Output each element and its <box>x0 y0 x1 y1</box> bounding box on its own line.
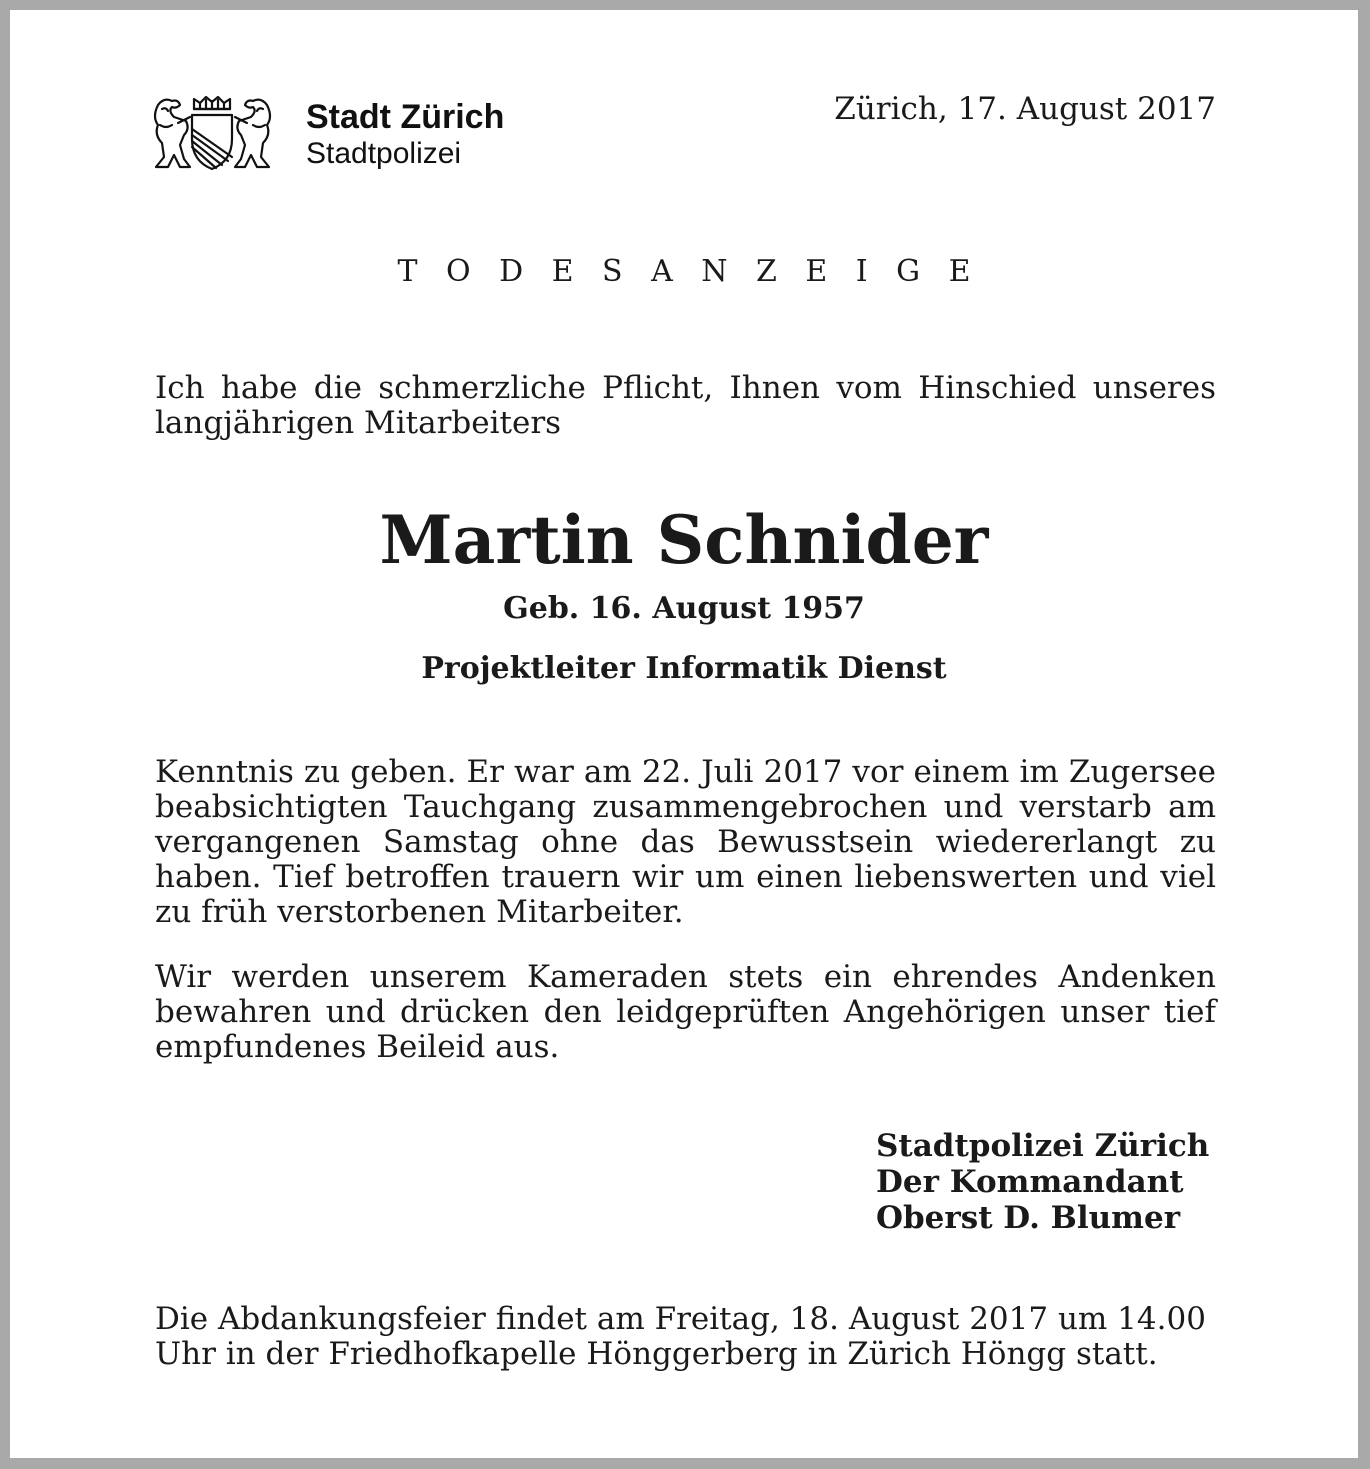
signature-line: Oberst D. Blumer <box>876 1200 1181 1236</box>
date-line: Zürich, 17. August 2017 <box>834 91 1216 127</box>
job-title: Projektleiter Informatik Dienst <box>421 651 947 686</box>
organization-block <box>306 98 504 172</box>
condolence-paragraph: Wir werden unserem Kameraden stets ein ehrendes Andenken bewahren und drücken den leidgeprüften Angehörigen unser tief empfundenes Beileid aus. <box>155 959 1216 1065</box>
document-page <box>10 10 1358 1458</box>
signature-line: Der Kommandant <box>876 1164 1184 1200</box>
signature-line: Stadtpolizei Zürich <box>876 1128 1210 1164</box>
intro-paragraph: Ich habe die schmerzliche Pflicht, Ihnen vom Hinschied unseres langjährigen Mitarbeiters <box>155 370 1216 441</box>
ceremony-paragraph: Die Abdankungsfeier findet am Freitag, 18. August 2017 um 14.00 Uhr in der Friedhofkapelle Hönggerberg in Zürich Höngg statt. <box>155 1301 1206 1372</box>
signature-block <box>876 1128 1209 1236</box>
notice-heading: TODESANZEIGE <box>397 254 999 289</box>
organization-department: Stadtpolizei <box>306 137 462 170</box>
birth-date: Geb. 16. August 1957 <box>503 591 865 626</box>
organization-name: Stadt Zürich <box>306 98 505 136</box>
deceased-name: Martin Schnider <box>379 501 989 579</box>
zurich-coat-of-arms-icon <box>150 95 275 173</box>
body-paragraph: Kenntnis zu geben. Er war am 22. Juli 2017 vor einem im Zugersee beabsichtigten Tauchgang zusammengebrochen und verstarb am vergangenen Samstag ohne das Bewusstsein wiedererlangt zu haben. Tief betroffen trauern wir um einen liebenswerten und viel zu früh verstorbenen Mitarbeiter. <box>155 754 1216 930</box>
